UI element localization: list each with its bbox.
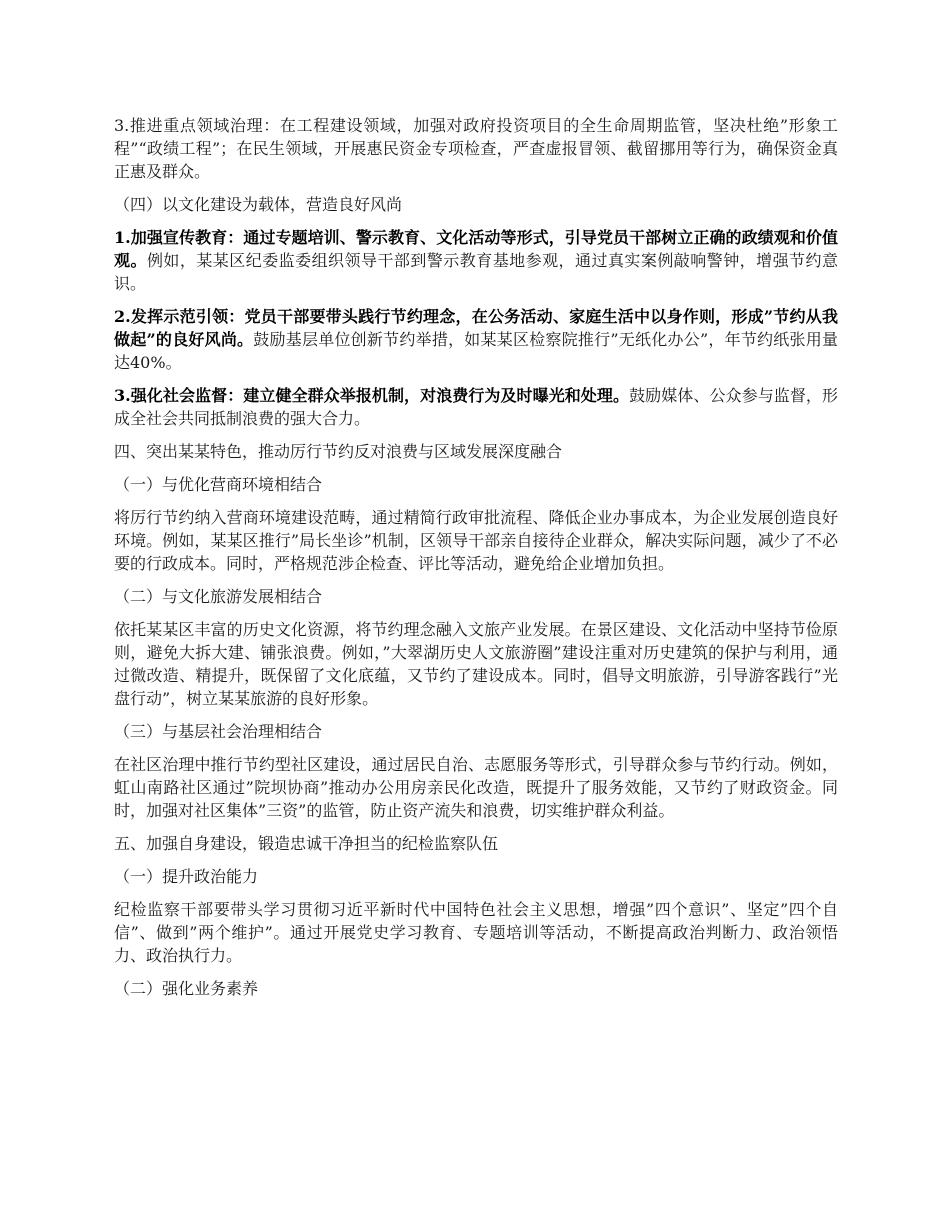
section-heading-grassroots-governance xyxy=(114,720,838,743)
paragraph-text: （四）以文化建设为载体，营造良好风尚 xyxy=(114,195,403,214)
paragraph-text: （二）强化业务素养 xyxy=(114,979,259,998)
paragraph-text: 在社区治理中推行节约型社区建设，通过居民自治、志愿服务等形式，引导群众参与节约行动。例如，虹山南路社区通过”院坝协商”推动办公用房亲民化改造，既提升了服务效能，又节约了财政资金。同时，加强对社区集体”三资”的监管，防止资产流失和浪费，切实维护群众利益。 xyxy=(114,755,838,820)
paragraph-text: 鼓励媒体、公众参与监督，形成全社会共同抵制浪费的强大合力。 xyxy=(114,386,838,428)
paragraph-culture-tourism xyxy=(114,618,838,710)
paragraph-text: 纪检监察干部要带头学习贯彻习近平新时代中国特色社会主义思想，增强”四个意识”、坚定”四个自信”、做到”两个维护”。通过开展党史学习教育、专题培训等活动，不断提高政治判断力、政治领悟力、政治执行力。 xyxy=(114,900,838,965)
paragraph-text: 例如，某某区纪委监委组织领导干部到警示教育基地参观，通过真实案例敲响警钟，增强节约意识。 xyxy=(114,251,838,293)
paragraph-text: 五、加强自身建设，锻造忠诚干净担当的纪检监察队伍 xyxy=(114,834,499,853)
paragraph-publicity-education xyxy=(114,226,838,295)
paragraph-lead-bold: 1.加强宣传教育：通过专题培训、警示教育、文化活动等形式，引导党员干部树立正确的政绩观和价值观。 xyxy=(114,228,838,270)
section-heading-culture xyxy=(114,193,838,216)
section-heading-political-ability xyxy=(114,865,838,888)
paragraph-text: （一）提升政治能力 xyxy=(114,867,259,886)
paragraph-key-area-governance xyxy=(114,114,838,183)
chapter-heading-five xyxy=(114,832,838,855)
paragraph-text: 3.推进重点领域治理：在工程建设领域，加强对政府投资项目的全生命周期监管，坚决杜绝”形象工程”“政绩工程”；在民生领域，开展惠民资金专项检查，严查虚报冒领、截留挪用等行为，确保资金真正惠及群众。 xyxy=(114,116,838,181)
paragraph-lead-bold: 2.发挥示范引领：党员干部要带头践行节约理念，在公务活动、家庭生活中以身作则，形成”节约从我做起”的良好风尚。 xyxy=(114,307,838,349)
paragraph-text: 鼓励基层单位创新节约举措，如某某区检察院推行”无纸化办公”，年节约纸张用量达40%。 xyxy=(114,330,838,372)
paragraph-text: 四、突出某某特色，推动厉行节约反对浪费与区域发展深度融合 xyxy=(114,442,563,461)
paragraph-lead-bold: 3.强化社会监督：建立健全群众举报机制，对浪费行为及时曝光和处理。 xyxy=(114,386,630,405)
chapter-heading-four xyxy=(114,440,838,463)
section-heading-culture-tourism xyxy=(114,585,838,608)
section-heading-professional-quality xyxy=(114,977,838,1000)
paragraph-political-ability xyxy=(114,898,838,967)
paragraph-text: （二）与文化旅游发展相结合 xyxy=(114,587,323,606)
paragraph-text: 将厉行节约纳入营商环境建设范畴，通过精简行政审批流程、降低企业办事成本，为企业发展创造良好环境。例如，某某区推行”局长坐诊”机制，区领导干部亲自接待企业群众，解决实际问题，减少了不必要的行政成本。同时，严格规范涉企检查、评比等活动，避免给企业增加负担。 xyxy=(114,508,838,573)
paragraph-grassroots-governance xyxy=(114,753,838,822)
paragraph-text: 依托某某区丰富的历史文化资源，将节约理念融入文旅产业发展。在景区建设、文化活动中坚持节俭原则，避免大拆大建、铺张浪费。例如，”大翠湖历史人文旅游圈”建设注重对历史建筑的保护与利用，通过微改造、精提升，既保留了文化底蕴，又节约了建设成本。同时，倡导文明旅游，引导游客践行”光盘行动”，树立某某旅游的良好形象。 xyxy=(114,620,838,708)
paragraph-model-leading xyxy=(114,305,838,374)
paragraph-text: （一）与优化营商环境相结合 xyxy=(114,475,323,494)
section-heading-business-environment xyxy=(114,473,838,496)
paragraph-social-supervision xyxy=(114,384,838,430)
paragraph-business-environment xyxy=(114,506,838,575)
paragraph-text: （三）与基层社会治理相结合 xyxy=(114,722,323,741)
